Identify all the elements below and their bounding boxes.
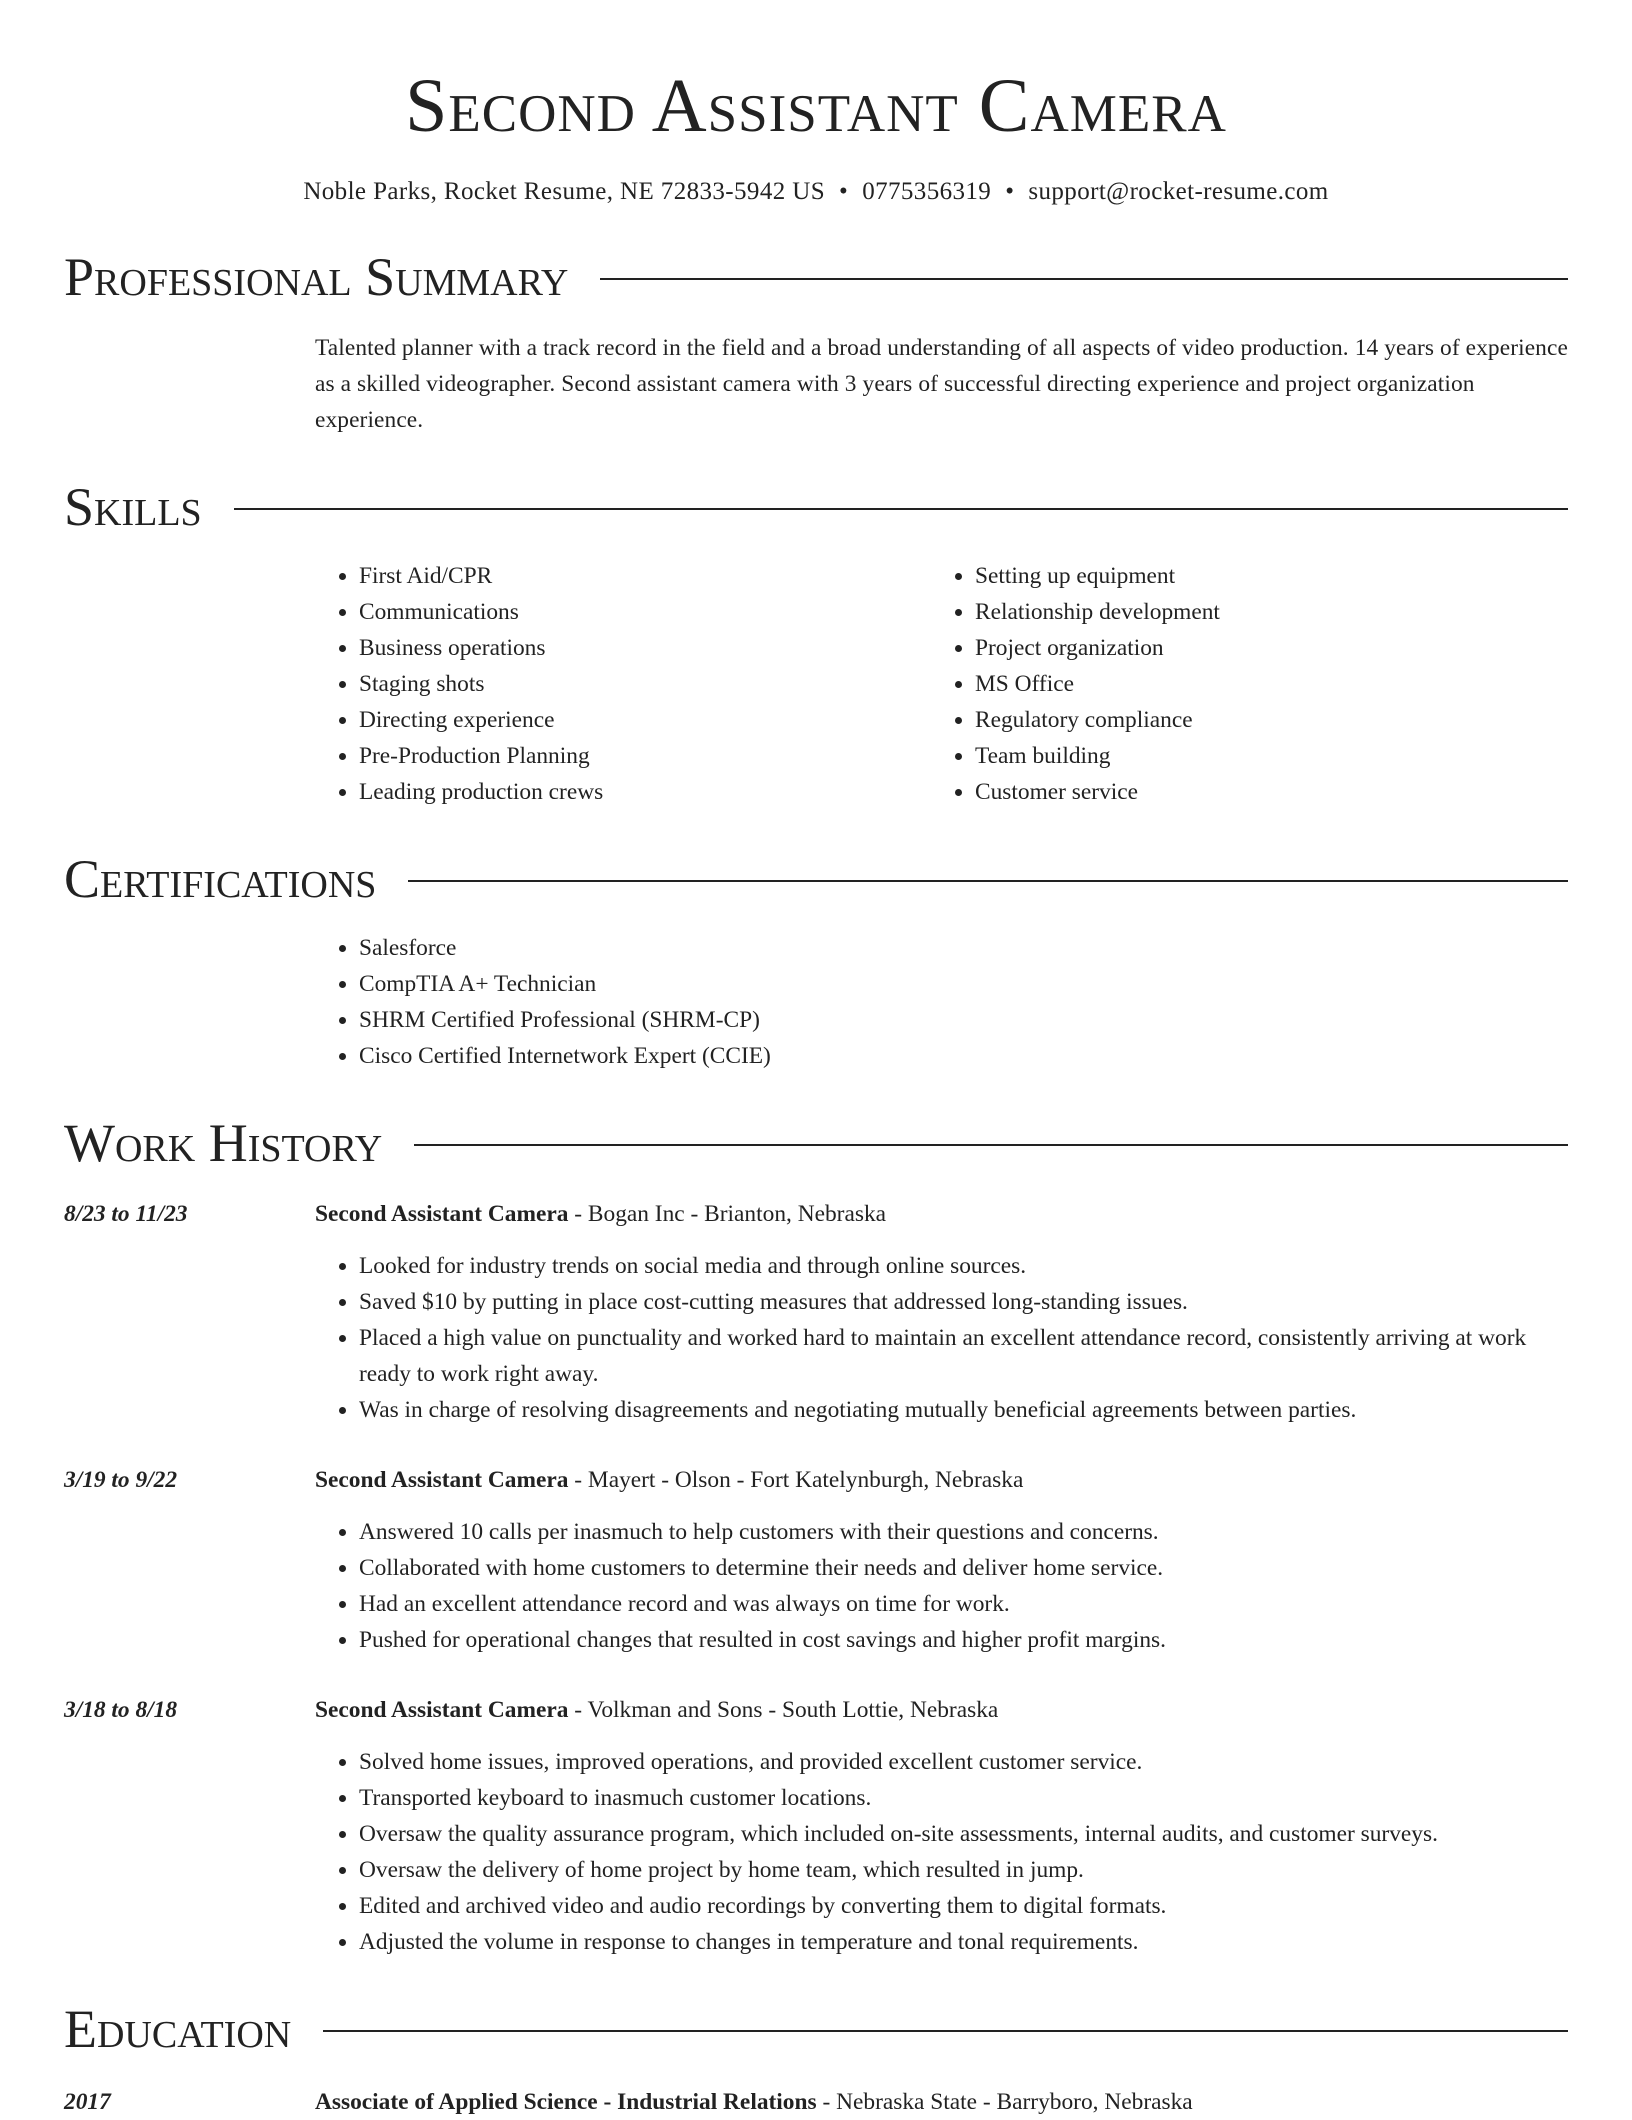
job-headline: [315, 1196, 1568, 1232]
candidate-name: Second Assistant Camera: [405, 64, 1227, 148]
certification-item: • CompTIA A+ Technician: [359, 966, 1568, 1002]
job-details: [315, 1196, 1568, 1428]
job-headline: [315, 1462, 1568, 1498]
certification-item: • SHRM Certified Professional (SHRM-CP): [359, 1002, 1568, 1038]
skill-item: • Directing experience: [359, 702, 931, 738]
skills-column-right: [931, 558, 1547, 810]
job-title: Second Assistant Camera: [315, 1201, 569, 1227]
section-title-education: Education: [64, 1999, 292, 2059]
job-title: Second Assistant Camera: [315, 1467, 569, 1493]
skill-item: • Staging shots: [359, 666, 931, 702]
job-entry: [64, 1692, 1568, 1960]
certifications-list: [315, 930, 1568, 1074]
job-bullet: • Was in charge of resolving disagreements and negotiating mutually beneficial agreements between parties.: [359, 1392, 1568, 1428]
contact-separator: •: [839, 178, 849, 205]
skill-item: • Pre-Production Planning: [359, 738, 931, 774]
contact-separator: •: [1005, 178, 1015, 205]
job-bullet: • Oversaw the quality assurance program, which included on-site assessments, internal audits, and customer surveys.: [359, 1816, 1568, 1852]
section-title-work-history: Work History: [64, 1113, 383, 1173]
skill-item: • Customer service: [975, 774, 1547, 810]
job-bullet: • Solved home issues, improved operations, and provided excellent customer service.: [359, 1744, 1568, 1780]
skill-item: • Relationship development: [975, 594, 1547, 630]
contact-email: support@rocket-resume.com: [1028, 178, 1329, 205]
section-header-education: [64, 1996, 1568, 2062]
section-title-certifications: Certifications: [64, 849, 377, 909]
skill-item: • Setting up equipment: [975, 558, 1547, 594]
job-headline: [315, 1692, 1568, 1728]
section-title-summary: Professional Summary: [64, 247, 569, 307]
job-dates: 3/18 to 8/18: [64, 1697, 178, 1723]
skills-list: [315, 558, 1568, 810]
skill-item: • MS Office: [975, 666, 1547, 702]
job-bullet: • Saved $10 by putting in place cost-cutting measures that addressed long-standing issues.: [359, 1284, 1568, 1320]
contact-phone: 0775356319: [862, 178, 992, 205]
job-entry: [64, 1462, 1568, 1658]
contact-address: Noble Parks, Rocket Resume, NE 72833-5942 US: [303, 178, 826, 205]
section-header-certifications: [64, 846, 1568, 912]
section-header-work-history: [64, 1110, 1568, 1176]
skill-item: • Leading production crews: [359, 774, 931, 810]
section-divider: [408, 880, 1568, 882]
section-divider: [234, 508, 1568, 510]
job-bullet: • Edited and archived video and audio recordings by converting them to digital formats.: [359, 1888, 1568, 1924]
section-divider: [414, 1144, 1568, 1146]
section-header-skills: [64, 474, 1568, 540]
education-degree: Associate of Applied Science - Industrial Relations: [315, 2089, 817, 2115]
skill-item: • Regulatory compliance: [975, 702, 1547, 738]
education-entry: [64, 2084, 1568, 2120]
job-bullet: • Looked for industry trends on social media and through online sources.: [359, 1248, 1568, 1284]
resume-page: [64, 0, 1568, 2120]
certification-item: • Cisco Certified Internetwork Expert (CCIE): [359, 1038, 1568, 1074]
education-school: - Nebraska State - Barryboro, Nebraska: [816, 2089, 1193, 2115]
job-entry: [64, 1196, 1568, 1428]
section-title-skills: Skills: [64, 477, 202, 537]
job-details: [315, 1462, 1568, 1658]
job-title: Second Assistant Camera: [315, 1697, 569, 1723]
job-bullet: • Placed a high value on punctuality and worked hard to maintain an excellent attendance record, consistently arriving at work ready to work right away.: [359, 1320, 1568, 1392]
skill-item: • Communications: [359, 594, 931, 630]
job-employer: - Bogan Inc - Brianton, Nebraska: [568, 1201, 887, 1227]
job-bullet: • Answered 10 calls per inasmuch to help customers with their questions and concerns.: [359, 1514, 1568, 1550]
skill-item: • Project organization: [975, 630, 1547, 666]
summary-text: Talented planner with a track record in the field and a broad understanding of all aspects of video production. 14 years of experience as a skilled videographer. Second assistant camera with 3 years of successful directing experience and project organization experience.: [315, 335, 1568, 433]
job-bullet: • Adjusted the volume in response to changes in temperature and tonal requirements.: [359, 1924, 1568, 1960]
certification-item: • Salesforce: [359, 930, 1568, 966]
section-divider: [600, 278, 1568, 280]
job-details: [315, 1692, 1568, 1960]
education-details: [315, 2084, 1193, 2120]
job-bullet: • Collaborated with home customers to determine their needs and deliver home service.: [359, 1550, 1568, 1586]
section-divider: [323, 2030, 1568, 2032]
job-employer: - Mayert - Olson - Fort Katelynburgh, Nebraska: [568, 1467, 1024, 1493]
skills-column-left: [315, 558, 931, 810]
job-bullet: • Transported keyboard to inasmuch customer locations.: [359, 1780, 1568, 1816]
job-bullet: • Oversaw the delivery of home project by home team, which resulted in jump.: [359, 1852, 1568, 1888]
education-year: 2017: [64, 2089, 111, 2115]
contact-line: [64, 176, 1568, 208]
job-bullet: • Pushed for operational changes that resulted in cost savings and higher profit margins.: [359, 1622, 1568, 1658]
job-employer: - Volkman and Sons - South Lottie, Nebraska: [568, 1697, 999, 1723]
skill-item: • Team building: [975, 738, 1547, 774]
job-dates: 8/23 to 11/23: [64, 1201, 188, 1227]
section-header-summary: [64, 244, 1568, 310]
job-bullet: • Had an excellent attendance record and was always on time for work.: [359, 1586, 1568, 1622]
skill-item: • Business operations: [359, 630, 931, 666]
job-dates: 3/19 to 9/22: [64, 1467, 178, 1493]
skill-item: • First Aid/CPR: [359, 558, 931, 594]
